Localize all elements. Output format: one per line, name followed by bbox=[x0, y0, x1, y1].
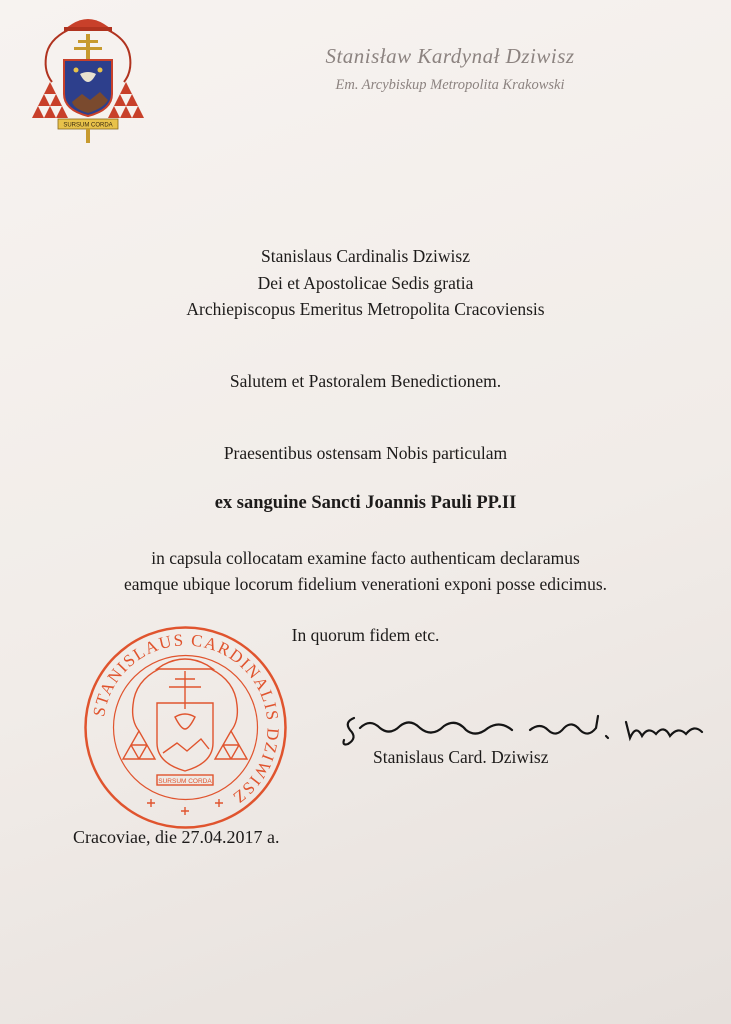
greeting: Salutem et Pastoralem Benedictionem. bbox=[229, 371, 502, 391]
letterhead-name: Stanisław Kardynał Dziwisz bbox=[325, 44, 575, 68]
handwritten-signature bbox=[340, 708, 710, 752]
seal-motto: SURSUM CORDA bbox=[158, 778, 212, 785]
letterhead-title: Em. Arcybiskup Metropolita Krakowski bbox=[335, 77, 565, 93]
relic-line: ex sanguine Sancti Joannis Pauli PP.II bbox=[214, 493, 517, 513]
intro-line-3: Archiepiscopus Emeritus Metropolita Cracoviensis bbox=[186, 299, 545, 319]
closing-line: In quorum fidem etc. bbox=[291, 625, 440, 645]
coat-motto: SURSUM CORDA bbox=[63, 122, 113, 129]
intro-line-1: Stanislaus Cardinalis Dziwisz bbox=[260, 246, 470, 266]
seal-ring-text: STANISLAUS CARDINALIS DZIWISZ bbox=[89, 630, 283, 808]
coat-of-arms-logo bbox=[28, 12, 148, 147]
signature-printed-name: Stanislaus Card. Dziwisz bbox=[373, 747, 549, 767]
body-line-2: in capsula collocatam examine facto authenticam declaramus bbox=[151, 548, 580, 568]
body-line-1: Praesentibus ostensam Nobis particulam bbox=[223, 443, 508, 463]
intro-line-2: Dei et Apostolicae Sedis gratia bbox=[257, 273, 474, 293]
cardinal-seal-stamp bbox=[83, 625, 288, 830]
date-line: Cracoviae, die 27.04.2017 a. bbox=[73, 827, 280, 847]
body-line-3: eamque ubique locorum fidelium venerationi exponi posse edicimus. bbox=[123, 574, 608, 594]
